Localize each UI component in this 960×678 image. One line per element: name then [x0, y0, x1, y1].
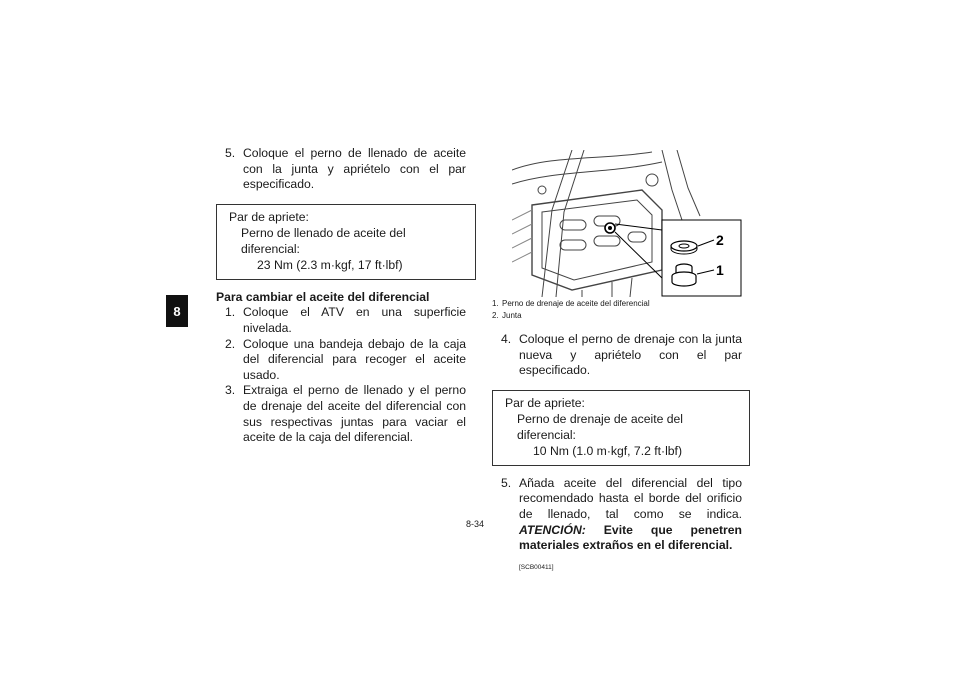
step-text: Coloque el perno de llenado de aceite con la junta y apriételo con el par especificado.: [243, 146, 466, 192]
left-step-3: [216, 383, 466, 445]
left-step-5: [216, 146, 466, 193]
caption-item: [492, 310, 650, 322]
step-text: Coloque una bandeja debajo de la caja del diferencial para recoger el aceite usado.: [243, 336, 466, 382]
left-step-1: [216, 305, 466, 336]
caption-item: [492, 298, 650, 310]
step-number: 4.: [501, 332, 512, 346]
step-text: Extraiga el perno de llenado y el perno de drenaje del aceite del diferencial con sus respectivas juntas para vaciar el aceite de la caja del diferencial.: [243, 383, 466, 445]
step-text: Coloque el ATV en una superficie nivelada.: [243, 305, 466, 335]
section-heading: Para cambiar el aceite del diferencial: [216, 289, 430, 304]
callout-2: 2: [716, 232, 724, 248]
right-column: [492, 332, 742, 575]
warning-text: Evite que penetren materiales extraños en el diferencial.: [519, 522, 743, 553]
chapter-tab: [166, 295, 188, 327]
caption-text: Perno de drenaje de aceite del diferencial: [502, 299, 650, 308]
caption-number: 2.: [492, 311, 499, 320]
spec-value: 10 Nm (1.0 m·kgf, 7.2 ft·lbf): [533, 443, 682, 458]
spec-label: Par de apriete:: [229, 209, 309, 224]
step-number: 2.: [225, 336, 236, 351]
caption-number: 1.: [492, 299, 499, 308]
spec-item: Perno de llenado de aceite del diferencial:: [241, 225, 406, 256]
chapter-number: 8: [173, 303, 181, 319]
reference-code: [SCB00411]: [519, 563, 554, 571]
step-text: Coloque el perno de drenaje con la junta nueva y apriételo con el par especificado.: [519, 332, 742, 378]
step-number: 3.: [225, 383, 236, 398]
warning-label: ATENCIÓN:: [519, 522, 586, 537]
right-step-5: [492, 476, 742, 554]
left-step-2: [216, 337, 466, 384]
torque-spec-box-fill-bolt: [216, 204, 476, 280]
page-number: 8-34: [466, 519, 485, 529]
step-number: 1.: [225, 305, 236, 320]
spec-item: Perno de drenaje de aceite del diferencial:: [517, 411, 684, 442]
step-text: Añada aceite del diferencial del tipo recomendado hasta el borde del orificio de llenado, tal como se indica.: [519, 475, 742, 521]
differential-drain-bolt-illustration: [512, 150, 742, 297]
step-number: 5.: [225, 146, 236, 160]
figure-captions: [492, 298, 650, 322]
spec-value: 23 Nm (2.3 m·kgf, 17 ft·lbf): [257, 257, 403, 272]
caption-text: Junta: [502, 311, 522, 320]
right-step-4: [492, 332, 742, 379]
spec-label: Par de apriete:: [505, 395, 585, 410]
torque-spec-box-drain-bolt: [492, 390, 750, 466]
left-column: [216, 146, 466, 446]
step-number: 5.: [501, 475, 512, 490]
illustration-drawing: [512, 150, 742, 297]
callout-1: 1: [716, 262, 724, 278]
